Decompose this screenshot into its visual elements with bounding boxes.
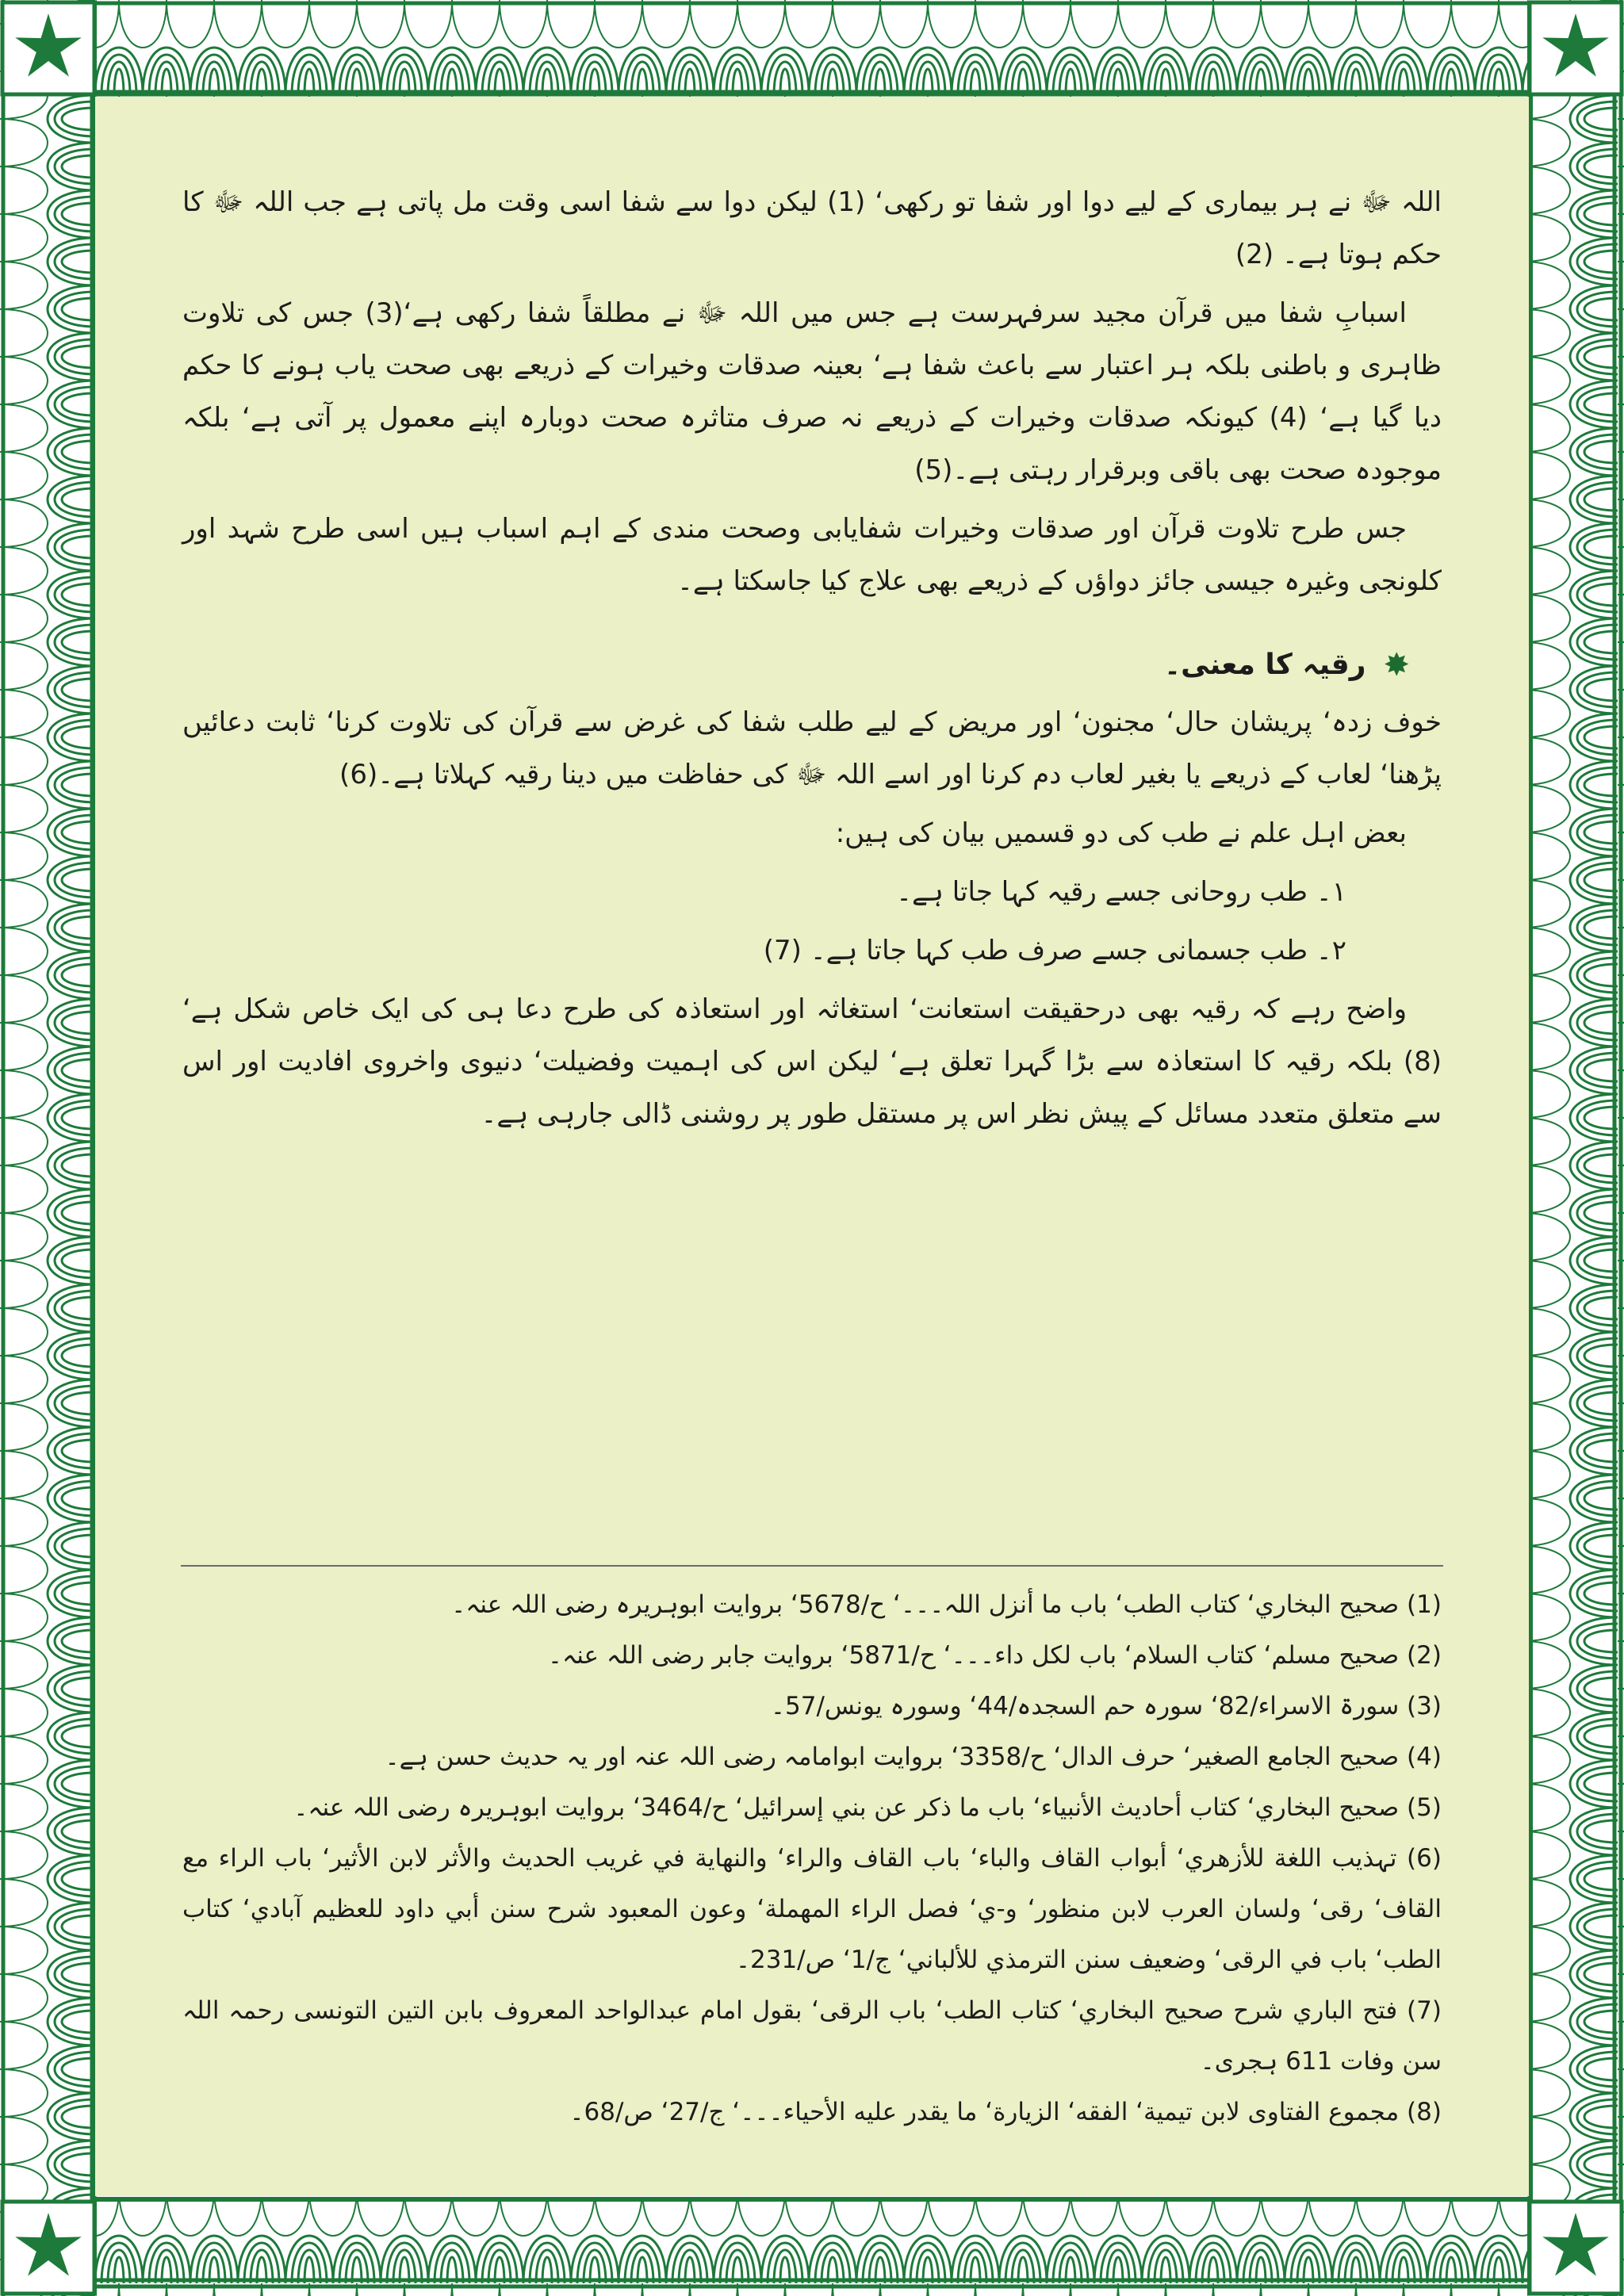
footnote-1: (1) صحیح البخاري‘ کتاب الطب‘ باب ما أنزل اللہ۔۔۔‘ ح/5678‘ بروایت ابوہریرہ رضی اللہ عنہ۔ <box>451 1590 1442 1619</box>
paragraph-2: اسبابِ شفا میں قرآن مجید سرفہرست ہے جس میں اللہ ﷻ نے مطلقاً شفا رکھی ہے‘(3) جس کی تلاوت ظاہری و باطنی بلکہ ہر اعتبار سے باعث شفا ہے‘ بعینہ صدقات وخیرات کے ذریعے بھی صحت یاب ہونے کا حکم دیا گیا ہے‘ (4) کیونکہ صدقات وخیرات کے ذریعے نہ صرف متاثرہ صحت دوبارہ اپنے معمول پر آتی ہے‘ بلکہ موجودہ صحت بھی باقی وبرقرار رہتی ہے۔(5) <box>182 297 1442 486</box>
heading-text: رقیہ کا معنی۔ <box>1164 649 1366 681</box>
paragraph-5: بعض اہل علم نے طب کی دو قسمیں بیان کی ہیں: <box>835 817 1407 849</box>
section-heading <box>182 639 1442 691</box>
footnote-2: (2) صحیح مسلم‘ کتاب السلام‘ باب لکل داء۔۔۔‘ ح/5871‘ بروایت جابر رضی اللہ عنہ۔ <box>547 1641 1442 1670</box>
footnote-5: (5) صحیح البخاري‘ کتاب أحادیث الأنبیاء‘ باب ما ذکر عن بني إسرائیل‘ ح/3464‘ بروایت ابوہریرہ رضی اللہ عنہ۔ <box>293 1793 1442 1822</box>
footnote-divider <box>181 1565 1443 1567</box>
paragraph-1: اللہ ﷻ نے ہر بیماری کے لیے دوا اور شفا تو رکھی‘ (1) لیکن دوا سے شفا اسی وقت مل پاتی ہے جب اللہ ﷻ کا حکم ہوتا ہے۔ (2) <box>182 186 1442 270</box>
footnotes <box>182 1579 1442 2137</box>
footnote-6: (6) تہذیب اللغة للأزهري‘ أبواب القاف والباء‘ باب القاف والراء‘ والنهایة في غریب الحدیث والأثر لابن الأثیر‘ باب الراء مع القاف‘ رقی‘ ولسان العرب لابن منظور‘ و-ي‘ فصل الراء المهملة‘ وعون المعبود شرح سنن أبي داود للعظیم آبادي‘ کتاب الطب‘ باب في الرقی‘ وضعیف سنن الترمذي للألباني‘ ج/1‘ ص/231۔ <box>182 1844 1442 1974</box>
list-item-1: ۱۔ طب روحانی جسے رقیہ کہا جاتا ہے۔ <box>896 876 1346 908</box>
footnote-7: (7) فتح الباري شرح صحیح البخاري‘ کتاب الطب‘ باب الرقی‘ بقول امام عبدالواحد المعروف بابن التین التونسی رحمہ اللہ سن وفات 611 ہجری۔ <box>182 1996 1442 2076</box>
star-bullet-icon: ✸ <box>1383 647 1410 683</box>
page-body <box>95 97 1529 2196</box>
list-item-2: ۲۔ طب جسمانی جسے صرف طب کہا جاتا ہے۔ (7) <box>763 935 1346 966</box>
footnote-4: (4) صحیح الجامع الصغیر‘ حرف الدال‘ ح/3358‘ بروایت ابوامامہ رضی اللہ عنہ اور یہ حدیث حسن ہے۔ <box>385 1743 1442 1771</box>
paragraph-4: خوف زدہ‘ پریشان حال‘ مجنون‘ اور مریض کے لیے طلب شفا کی غرض سے قرآن کی تلاوت کرنا‘ ثابت دعائیں پڑھنا‘ لعاب کے ذریعے یا بغیر لعاب دم کرنا اور اسے اللہ ﷻ کی حفاظت میں دینا رقیہ کہلاتا ہے۔(6) <box>182 706 1442 790</box>
paragraph-3: جس طرح تلاوت قرآن اور صدقات وخیرات شفایابی وصحت مندی کے اہم اسباب ہیں اسی طرح شہد اور کلونجی وغیرہ جیسی جائز دواؤں کے ذریعے بھی علاج کیا جاسکتا ہے۔ <box>182 513 1442 597</box>
paragraph-6: واضح رہے کہ رقیہ بھی درحقیقت استعانت‘ استغاثہ اور استعاذہ کی طرح دعا ہی کی ایک خاص شکل ہے‘ (8) بلکہ رقیہ کا استعاذہ سے بڑا گہرا تعلق ہے‘ لیکن اس کی اہمیت وفضیلت‘ دنیوی واخروی افادیت اور اس سے متعلق متعدد مسائل کے پیش نظر اس پر مستقل طور پر روشنی ڈالی جارہی ہے۔ <box>182 993 1442 1130</box>
main-text <box>182 176 1442 1146</box>
footnote-3: (3) سورۃ الاسراء/82‘ سورہ حم السجدہ/44‘ وسورہ یونس/57۔ <box>770 1692 1442 1720</box>
footnote-8: (8) مجموع الفتاوی لابن تیمیة‘ الفقه‘ الزیارة‘ ما یقدر علیه الأحیاء۔۔۔‘ ج/27‘ ص/68۔ <box>569 2098 1442 2126</box>
